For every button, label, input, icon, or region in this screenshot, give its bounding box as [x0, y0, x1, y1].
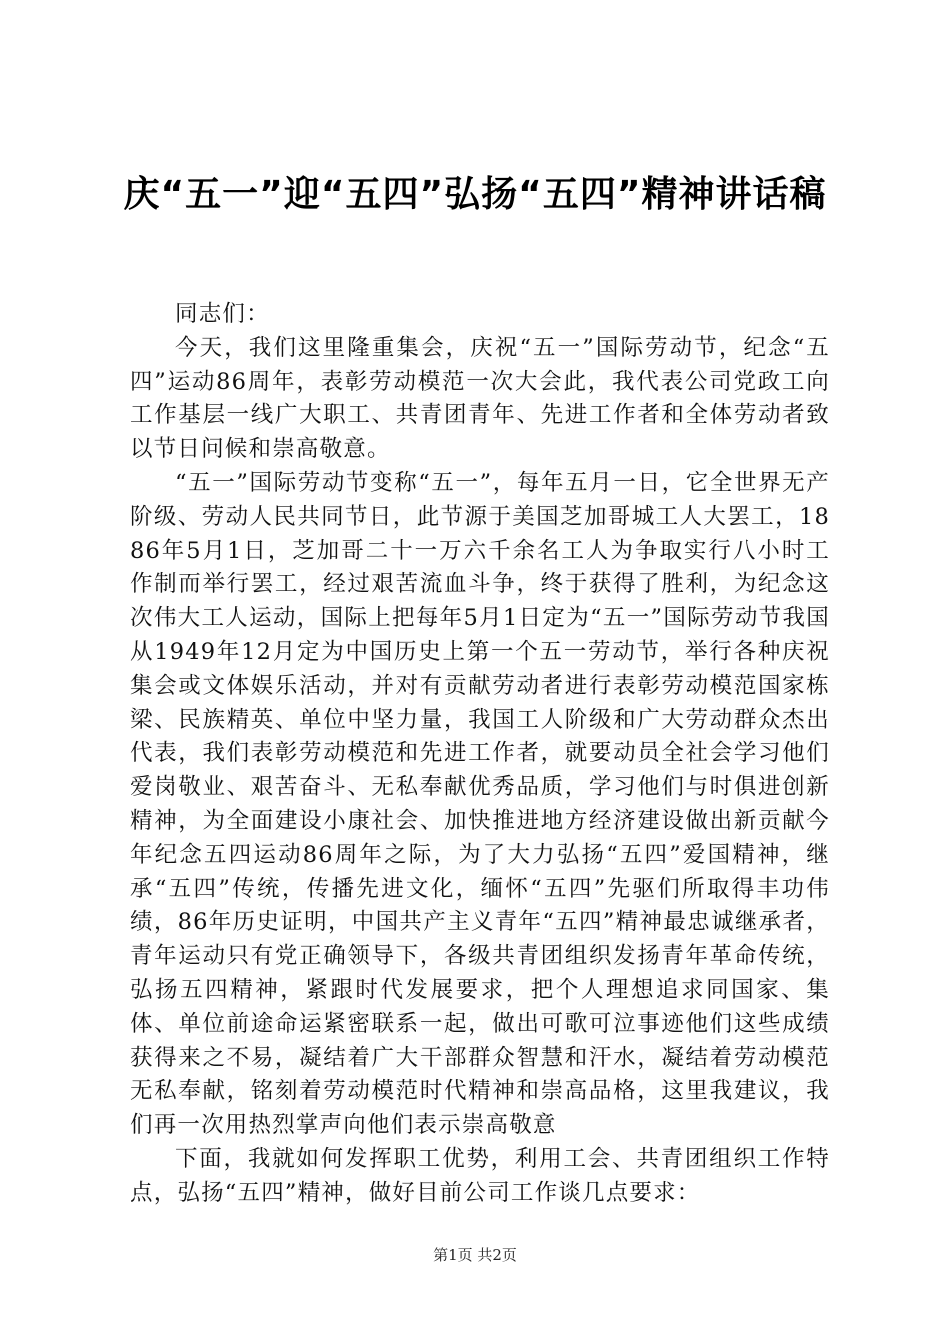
main-paragraph: “五一”国际劳动节变称“五一”，每年五月一日，它全世界无产阶级、劳动人民共同节日，此节源于美国芝加哥城工人大罢工，1886年5月1日，芝加哥二十一万六千余名工人为争取实行八小时工作制而举行罢工，经过艰苦流血斗争，终于获得了胜利，为纪念这次伟大工人运动，国际上把每年5月1日定为“五一”国际劳动节我国从1949年12月定为中国历史上第一个五一劳动节，举行各种庆祝集会或文体娱乐活动，并对有贡献劳动者进行表彰劳动模范国家栋梁、民族精英、单位中坚力量，我国工人阶级和广大劳动群众杰出代表，我们表彰劳动模范和先进工作者，就要动员全社会学习他们爱岗敬业、艰苦奋斗、无私奉献优秀品质，学习他们与时俱进创新精神，为全面建设小康社会、加快推进地方经济建设做出新贡献今年纪念五四运动86周年之际，为了大力弘扬“五四”爱国精神，继承“五四”传统，传播先进文化，缅怀“五四”先驱们所取得丰功伟绩，86年历史证明，中国共产主义青年“五四”精神最忠诚继承者，青年运动只有党正确领导下，各级共青团组织发扬青年革命传统，弘扬五四精神，紧跟时代发展要求，把个人理想追求同国家、集体、单位前途命运紧密联系一起，做出可歌可泣事迹他们这些成绩获得来之不易，凝结着广大干部群众智慧和汗水，凝结着劳动模范无私奉献，铭刻着劳动模范时代精神和崇高品格，这里我建议，我们再一次用热烈掌声向他们表示崇高敬意 — [130, 469, 830, 1139]
opening-paragraph: 今天，我们这里隆重集会，庆祝“五一”国际劳动节，纪念“五四”运动86周年，表彰劳动模范一次大会此，我代表公司党政工向工作基层一线广大职工、共青团青年、先进工作者和全体劳动者致以节日问候和崇高敬意。 — [130, 334, 830, 463]
page-number-footer: 第1页 共2页 — [433, 1246, 517, 1264]
closing-paragraph: 下面，我就如何发挥职工优势，利用工会、共青团组织工作特点，弘扬“五四”精神，做好目前公司工作谈几点要求： — [130, 1145, 830, 1206]
salutation-paragraph: 同志们： — [175, 301, 270, 327]
document-body — [130, 298, 830, 1211]
document-title: 庆“五一”迎“五四”弘扬“五四”精神讲话稿 — [123, 174, 827, 215]
